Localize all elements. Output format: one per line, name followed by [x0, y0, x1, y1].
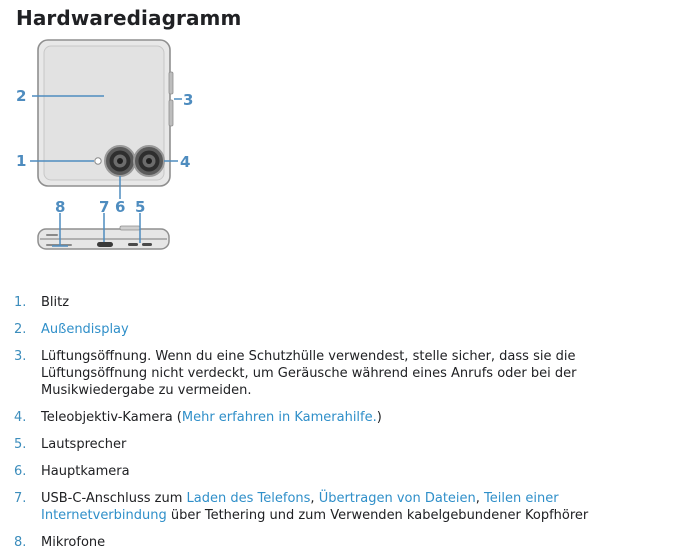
callout-1: 1 — [16, 152, 27, 170]
tethering-link[interactable]: Teilen einer Internetverbindung — [41, 491, 559, 523]
legend-text — [41, 409, 674, 426]
legend-item-3 — [14, 348, 674, 399]
outer-display-link[interactable]: Außendisplay — [41, 322, 129, 337]
phone-back-view — [38, 40, 173, 186]
speaker-slot-2 — [142, 243, 152, 246]
legend-number: 5. — [14, 437, 27, 452]
legend-text — [41, 463, 674, 480]
legend-number: 2. — [14, 322, 27, 337]
side-button-lower — [169, 100, 173, 126]
page-title: Hardwarediagramm — [16, 6, 242, 30]
callout-2: 2 — [16, 87, 27, 105]
legend-text — [41, 321, 674, 338]
camera-help-link[interactable]: Mehr erfahren in Kamerahilfe. — [181, 410, 377, 425]
legend-number: 7. — [14, 491, 27, 506]
legend-text-part: , — [310, 491, 319, 506]
legend-text — [41, 436, 674, 453]
legend-text — [41, 490, 674, 524]
microphone-upper — [46, 234, 58, 236]
legend-item-6 — [14, 463, 674, 480]
legend-text-part: Lüftungsöffnung. Wenn du eine Schutzhülle verwendest, stelle sicher, dass sie die Lüftungsöffnung nicht verdeckt, um Geräusche während eines Anrufs oder bei der Musikwiedergabe zu vermeiden. — [41, 349, 577, 398]
telephoto-camera — [134, 146, 164, 176]
legend-item-4 — [14, 409, 674, 426]
flash-icon — [95, 158, 101, 164]
charging-link[interactable]: Laden des Telefons — [186, 491, 311, 506]
legend-number: 4. — [14, 410, 27, 425]
legend-item-2 — [14, 321, 674, 338]
legend-text — [41, 294, 674, 311]
legend-text-part: Mikrofone — [41, 535, 106, 550]
legend-text-part: USB-C-Anschluss zum — [41, 491, 187, 506]
main-camera — [105, 146, 135, 176]
legend-text-part: über Tethering und zum Verwenden kabelgebundener Kopfhörer — [166, 508, 589, 523]
legend-number: 1. — [14, 295, 27, 310]
callout-7: 7 — [99, 198, 110, 216]
legend-text-part: Hauptkamera — [41, 464, 130, 479]
legend-item-8 — [14, 534, 674, 551]
legend-item-1 — [14, 294, 674, 311]
file-transfer-link[interactable]: Übertragen von Dateien — [318, 491, 476, 506]
callout-6: 6 — [115, 198, 126, 216]
legend-text-part: , — [475, 491, 485, 506]
legend-item-7 — [14, 490, 674, 524]
legend-item-5 — [14, 436, 674, 453]
callout-5: 5 — [135, 198, 146, 216]
callout-3: 3 — [183, 91, 194, 109]
hardware-legend — [14, 294, 674, 551]
legend-text-part: ) — [376, 410, 382, 425]
usb-c-port — [97, 242, 113, 247]
legend-number: 8. — [14, 535, 27, 550]
legend-text-part: Teleobjektiv-Kamera ( — [41, 410, 182, 425]
legend-number: 3. — [14, 349, 27, 364]
side-button-upper — [169, 72, 173, 94]
speaker-slot-1 — [128, 243, 138, 246]
legend-number: 6. — [14, 464, 27, 479]
legend-text — [41, 534, 674, 551]
callout-4: 4 — [180, 153, 191, 171]
callout-8: 8 — [55, 198, 66, 216]
legend-text-part: Blitz — [41, 295, 70, 310]
legend-text-part: Lautsprecher — [41, 437, 127, 452]
legend-text — [41, 348, 674, 399]
